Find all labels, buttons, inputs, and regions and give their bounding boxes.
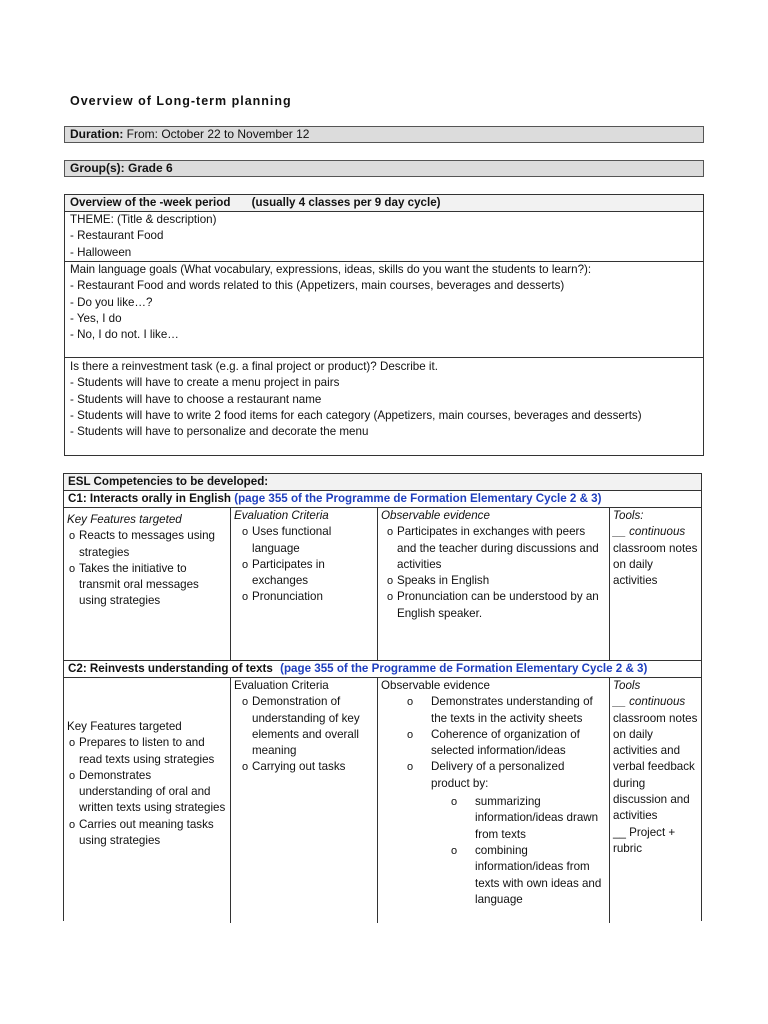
c1-tools-line: __ continuous xyxy=(613,525,686,539)
c2-tools xyxy=(610,678,701,923)
c1-grid xyxy=(64,508,701,661)
duration-bar xyxy=(64,126,704,143)
c2-key-title: Key Features targeted xyxy=(67,720,182,733)
goals-line: - No, I do not. I like… xyxy=(70,328,179,342)
c1-title: C1: Interacts orally in English xyxy=(68,492,231,505)
overview-table xyxy=(64,194,704,456)
duration-value: From: October 22 to November 12 xyxy=(126,127,310,141)
c1-tools-line: classroom notes on daily activities xyxy=(613,541,698,588)
document-title: Overview of Long-term planning xyxy=(70,94,292,108)
theme-line: - Halloween xyxy=(70,245,132,259)
c1-eval-item: o Uses functional language xyxy=(240,524,374,557)
c2-tools-line: __ continuous xyxy=(613,695,686,709)
c2-eval-item: o Demonstration of understanding of key elements and overall meaning xyxy=(240,694,374,759)
c1-key-item: o Reacts to messages using strategies xyxy=(67,528,227,561)
theme-line: THEME: (Title & description) xyxy=(70,213,217,226)
c2-key-item: o Prepares to listen to and read texts using strategies xyxy=(67,735,227,768)
c2-grid xyxy=(64,678,701,923)
theme-line: - Restaurant Food xyxy=(70,229,164,243)
c2-obs-item: o Demonstrates understanding of the texts in the activity sheets xyxy=(381,694,606,727)
c2-reference: (page 355 of the Programme de Formation Elementary Cycle 2 & 3) xyxy=(280,662,648,675)
c1-eval-item: o Participates in exchanges xyxy=(240,557,374,590)
c1-reference: (page 355 of the Programme de Formation Elementary Cycle 2 & 3) xyxy=(234,492,602,505)
c1-tools xyxy=(610,508,701,660)
c1-header xyxy=(64,491,701,508)
reinvestment-task-section xyxy=(65,358,703,440)
goals-line: - Yes, I do xyxy=(70,311,122,325)
c1-eval-item: o Pronunciation xyxy=(240,589,374,605)
groups-bar xyxy=(64,160,704,177)
c2-evaluation-criteria xyxy=(231,678,378,923)
c2-key-item: o Demonstrates understanding of oral and written texts using strategies xyxy=(67,768,227,817)
c2-key-features xyxy=(64,678,231,923)
duration-label: Duration: xyxy=(70,127,124,141)
c1-key-item: o Takes the initiative to transmit oral messages using strategies xyxy=(67,561,227,610)
goals-line: - Restaurant Food and words related to this (Appetizers, main courses, beverages and desserts) xyxy=(70,279,565,293)
goals-line: Main language goals (What vocabulary, expressions, ideas, skills do you want the students to learn?): xyxy=(70,263,592,276)
groups-label: Group(s): Grade 6 xyxy=(70,161,173,175)
goals-line: - Do you like…? xyxy=(70,295,153,309)
task-line: Is there a reinvestment task (e.g. a final project or product)? Describe it. xyxy=(70,360,438,373)
task-line: - Students will have to personalize and decorate the menu xyxy=(70,425,369,439)
c2-tools-title: Tools xyxy=(613,679,641,692)
c1-obs-title: Observable evidence xyxy=(381,509,490,522)
c2-title: C2: Reinvests understanding of texts xyxy=(68,662,273,675)
c2-tools-line: classroom notes on daily activities and verbal feedback during discussion and activities xyxy=(613,711,698,823)
task-line: - Students will have to write 2 food items for each category (Appetizers, main courses, beverages and desserts) xyxy=(70,408,642,422)
c2-obs-sub-item: o combining information/ideas from texts with own ideas and language xyxy=(381,843,606,908)
c2-header xyxy=(64,661,701,678)
theme-section xyxy=(65,212,703,262)
c1-obs-item: o Pronunciation can be understood by an English speaker. xyxy=(385,589,606,622)
task-line: - Students will have to create a menu project in pairs xyxy=(70,376,340,390)
c1-evaluation-criteria xyxy=(231,508,378,660)
c1-tools-title: Tools: xyxy=(613,509,644,522)
overview-header xyxy=(65,195,703,212)
competencies-header: ESL Competencies to be developed: xyxy=(64,474,701,491)
c1-key-title: Key Features targeted xyxy=(67,513,182,526)
c2-eval-title: Evaluation Criteria xyxy=(234,679,329,692)
language-goals-section xyxy=(65,262,703,358)
c2-tools-line: __ Project + rubric xyxy=(613,825,676,855)
c2-observable-evidence xyxy=(378,678,610,923)
c2-obs-title: Observable evidence xyxy=(381,679,490,692)
c1-obs-item: o Speaks in English xyxy=(385,573,606,589)
c2-obs-sub-item: o summarizing information/ideas drawn from texts xyxy=(381,794,606,843)
c1-eval-title: Evaluation Criteria xyxy=(234,509,329,522)
c1-obs-item: o Participates in exchanges with peers and the teacher during discussions and activities xyxy=(385,524,606,573)
overview-header-left: Overview of the -week period xyxy=(70,196,231,209)
c1-key-features xyxy=(64,508,231,660)
task-line: - Students will have to choose a restaurant name xyxy=(70,392,322,406)
c2-key-item: o Carries out meaning tasks using strategies xyxy=(67,817,227,850)
c2-eval-item: o Carrying out tasks xyxy=(240,759,374,775)
overview-header-right: (usually 4 classes per 9 day cycle) xyxy=(251,196,441,209)
competencies-table xyxy=(63,473,702,921)
c2-obs-item: o Coherence of organization of selected information/ideas xyxy=(381,727,606,760)
c1-observable-evidence xyxy=(378,508,610,660)
c2-obs-item: o Delivery of a personalized product by: xyxy=(381,759,606,792)
